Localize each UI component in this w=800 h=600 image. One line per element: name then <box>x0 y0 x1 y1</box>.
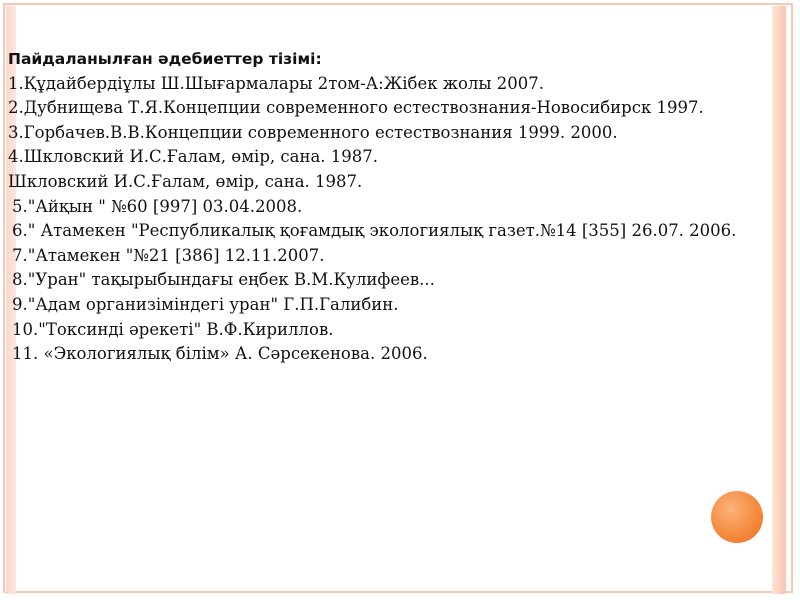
bibliography-item: 10."Токсинді әрекеті" В.Ф.Кириллов. <box>12 319 334 339</box>
bibliography-item: 3.Горбачев.В.В.Концепции современного естествознания 1999. 2000. <box>8 122 618 142</box>
bibliography-item: 5."Айқын " №60 [997] 03.04.2008. <box>12 196 303 216</box>
bibliography-heading: Пайдаланылған әдебиеттер тізімі: <box>8 50 322 68</box>
bibliography-item: 9."Адам организіміндегі уран" Г.П.Галибин. <box>12 294 399 314</box>
bibliography-item: 4.Шкловский И.С.Ғалам, өмір, сана. 1987. <box>8 147 379 167</box>
bibliography-item: 11. «Экологиялық білім» А. Сәрсекенова. 2006. <box>12 344 428 364</box>
bibliography-item: 7."Атамекен "№21 [386] 12.11.2007. <box>12 245 325 265</box>
bibliography-item: 2.Дубнищева Т.Я.Концепции современного естествознания-Новосибирск 1997. <box>8 98 704 118</box>
bibliography-item: 8."Уран" тақырыбындағы еңбек В.М.Кулифеев... <box>12 270 435 290</box>
bibliography-item: 1.Құдайбердіұлы Ш.Шығармалары 2том-А:Жібек жолы 2007. <box>8 73 545 93</box>
bibliography-item: 6." Атамекен "Республикалық қоғамдық экологиялық газет.№14 [355] 26.07. 2006. <box>12 221 737 241</box>
bibliography-list <box>8 47 788 367</box>
bibliography-item: Шкловский И.С.Ғалам, өмір, сана. 1987. <box>8 171 363 191</box>
orange-circle-decoration <box>711 491 763 543</box>
